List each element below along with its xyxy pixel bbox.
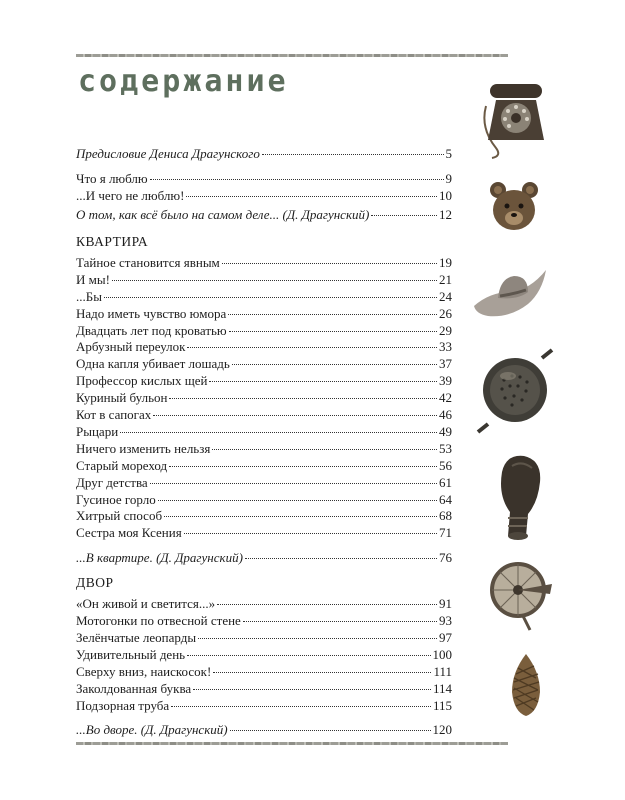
entry-title: ...Во дворе. (Д. Драгунский) [76,722,228,737]
entry-title: Зелёнчатые леопарды [76,630,197,645]
entry-title: Мотогонки по отвесной стене [76,613,241,628]
toc-entry[interactable] [76,188,452,204]
toc-entry[interactable] [76,664,452,680]
toc-entry[interactable] [76,356,452,372]
toc-entry[interactable] [76,390,452,406]
entry-title: Удивительный день [76,647,186,662]
entry-title: Арбузный переулок [76,339,186,354]
entry-page: 76 [439,550,452,565]
entry-page: 19 [439,255,452,270]
entry-title: Одна капля убивает лошадь [76,356,230,371]
entry-title: Рыцари [76,424,119,439]
entry-page: 111 [433,664,452,679]
toc-entry[interactable] [76,698,452,714]
entry-title: «Он живой и светится...» [76,596,216,611]
toc-entry[interactable] [76,339,452,355]
entry-title: Двадцать лет под кроватью [76,323,227,338]
teddy-bear-icon [488,178,540,234]
entry-page: 91 [439,596,452,611]
entry-page: 71 [439,525,452,540]
entry-page: 49 [439,424,452,439]
toc-entry[interactable] [76,272,452,288]
entry-page: 37 [439,356,452,371]
entry-page: 24 [439,289,452,304]
toc-entry[interactable] [76,630,452,646]
toc-entry[interactable] [76,475,452,491]
entry-page: 64 [439,492,452,507]
page-title: содержание [78,64,289,99]
toc-entry[interactable] [76,596,452,612]
pine-cone-icon [508,652,544,718]
toc-entry[interactable] [76,681,452,697]
bicycle-wheel-icon [488,554,556,634]
glove-icon [492,452,544,544]
toc-entry[interactable] [76,424,452,440]
entry-title: Тайное становится явным [76,255,220,270]
entry-page: 26 [439,306,452,321]
entry-page: 120 [432,722,452,737]
entry-title: Куриный бульон [76,390,168,405]
toc-entry[interactable] [76,525,452,541]
entry-page: 5 [445,146,452,161]
entry-title: Надо иметь чувство юмора [76,306,227,321]
entry-page: 33 [439,339,452,354]
entry-page: 68 [439,508,452,523]
toc-entry-afterword[interactable] [76,550,452,566]
hat-icon [470,262,550,320]
entry-page: 39 [439,373,452,388]
toc-entry[interactable] [76,647,452,663]
toc-entry[interactable] [76,255,452,271]
telephone-icon [478,78,552,160]
bottom-rule [76,742,508,745]
entry-title: ...В квартире. (Д. Драгунский) [76,550,243,565]
entry-page: 114 [432,681,452,696]
entry-title: ...И чего не люблю! [76,188,185,203]
toc-entry[interactable] [76,289,452,305]
entry-page: 21 [439,272,452,287]
entry-title: Предисловие Дениса Драгунского [76,146,260,161]
entry-title: Друг детства [76,475,148,490]
toc-entry-afterword[interactable] [76,722,452,738]
colander-icon [474,346,556,436]
entry-page: 29 [439,323,452,338]
section-heading-dvor: ДВОР [76,575,114,590]
entry-title: Кот в сапогах [76,407,152,422]
entry-title: Сестра моя Ксения [76,525,182,540]
toc-entry[interactable] [76,146,452,162]
toc-entry[interactable] [76,458,452,474]
entry-title: Старый мореход [76,458,168,473]
toc-entry[interactable] [76,441,452,457]
entry-title: Сверху вниз, наискосок! [76,664,212,679]
entry-page: 61 [439,475,452,490]
entry-title: Хитрый способ [76,508,163,523]
entry-page: 100 [432,647,452,662]
toc-entry[interactable] [76,171,452,187]
entry-page: 10 [439,188,452,203]
entry-page: 53 [439,441,452,456]
entry-page: 9 [445,171,452,186]
entry-page: 12 [439,207,452,222]
toc-entry[interactable] [76,492,452,508]
entry-title: Ничего изменить нельзя [76,441,211,456]
entry-title: О том, как всё было на самом деле... (Д. Драгунский) [76,207,370,222]
entry-page: 115 [432,698,452,713]
toc-entry[interactable] [76,323,452,339]
entry-title: Что я люблю [76,171,148,186]
toc-entry[interactable] [76,306,452,322]
entry-title: И мы! [76,272,110,287]
section-heading-kvartira: КВАРТИРА [76,234,149,249]
toc-entry[interactable] [76,373,452,389]
entry-page: 93 [439,613,452,628]
entry-title: ...Бы [76,289,102,304]
entry-page: 97 [439,630,452,645]
entry-page: 46 [439,407,452,422]
entry-title: Профессор кислых щей [76,373,208,388]
entry-title: Гусиное горло [76,492,156,507]
toc-entry[interactable] [76,508,452,524]
entry-title: Подзорная труба [76,698,170,713]
entry-page: 56 [439,458,452,473]
toc-entry[interactable] [76,407,452,423]
entry-title: Заколдованная буква [76,681,192,696]
top-rule [76,54,508,57]
entry-page: 42 [439,390,452,405]
toc-entry[interactable] [76,613,452,629]
toc-entry[interactable] [76,207,452,223]
